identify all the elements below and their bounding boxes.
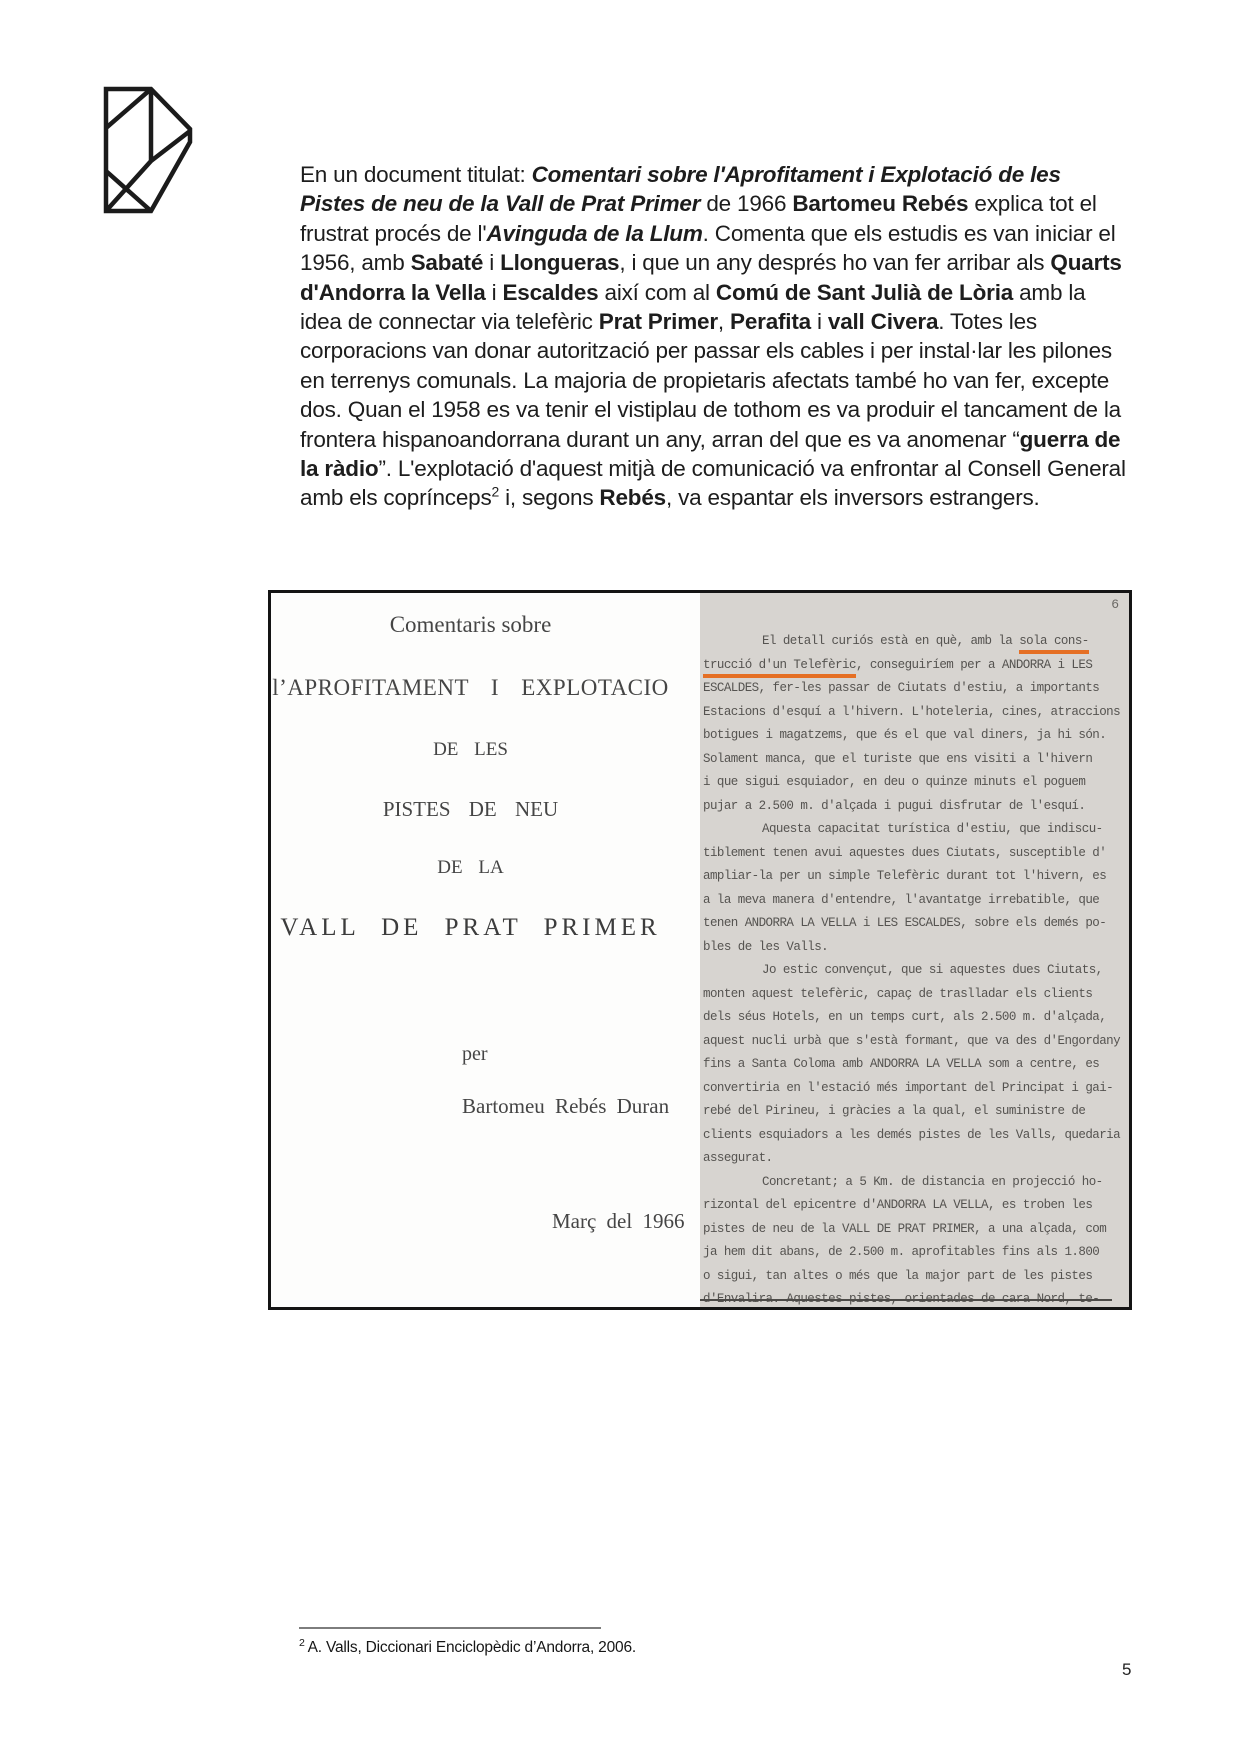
typed-text-segment: , conseguiríem per a ANDORRA i LES bbox=[855, 657, 1093, 672]
intro-segment: Quarts d'Andorra la Vella bbox=[300, 250, 1122, 305]
typed-line bbox=[703, 1288, 1129, 1307]
page-number: 5 bbox=[1122, 1660, 1132, 1679]
typed-line bbox=[703, 630, 1129, 654]
intro-segment: 2 bbox=[491, 483, 500, 500]
typed-text-segment: i que sigui esquiador, en deu o quinze minuts el poguem bbox=[703, 775, 1086, 789]
typed-text-segment: El detall curiós està en què, amb la bbox=[762, 634, 1020, 648]
scan-title-line: VALL DE PRAT PRIMER bbox=[280, 914, 661, 941]
intro-segment: explica tot el frustrat procés de l' bbox=[300, 191, 1097, 246]
publisher-logo bbox=[103, 86, 193, 214]
typed-text-block bbox=[703, 630, 1129, 1307]
intro-segment: Llongueras bbox=[500, 250, 620, 276]
footnote-text: A. Valls, Diccionari Enciclopèdic d’Andorra, 2006. bbox=[307, 1639, 636, 1657]
intro-segment: Avinguda de la Llum bbox=[486, 220, 703, 246]
typed-text-segment: Estacions d'esquí a l'hivern. L'hoteleria, cines, atraccions bbox=[703, 704, 1121, 719]
intro-segment: i bbox=[483, 250, 501, 276]
orange-underlined-text: trucció d'un Telefèric bbox=[703, 658, 856, 678]
intro-segment: i, segons bbox=[499, 485, 600, 511]
typed-line bbox=[703, 865, 1129, 889]
scan-date-line: Març del 1966 bbox=[552, 1209, 685, 1233]
typed-line bbox=[703, 842, 1129, 866]
intro-segment: Escaldes bbox=[502, 279, 599, 305]
scan-page-edge-line bbox=[700, 1299, 1112, 1301]
intro-segment: i bbox=[810, 309, 828, 335]
intro-segment: Prat Primer bbox=[598, 309, 718, 335]
typed-text-segment: pujar a 2.500 m. d'alçada i pugui disfrutar de l'esquí. bbox=[703, 798, 1086, 813]
typed-line bbox=[703, 959, 1129, 983]
intro-segment: Comentari sobre l'Aprofitament i Explotació de les Pistes de neu de la Vall de Prat Primer bbox=[300, 162, 1061, 217]
typed-line bbox=[703, 1124, 1129, 1148]
typed-text-segment: Concretant; a 5 Km. de distancia en projecció ho- bbox=[762, 1174, 1103, 1189]
typed-line bbox=[703, 724, 1129, 748]
intro-segment: així com al bbox=[598, 279, 716, 305]
intro-segment: , bbox=[717, 309, 731, 335]
intro-segment: ”. L'explotació d'aquest mitjà de comunicació va enfrontar al Consell General amb els coprínceps bbox=[300, 456, 1126, 511]
typed-text-segment: bles de les Valls. bbox=[703, 939, 829, 954]
typed-line bbox=[703, 1053, 1129, 1077]
typed-text-segment: ja hem dit abans, de 2.500 m. aprofitables fins als 1.800 bbox=[703, 1245, 1100, 1259]
typed-line bbox=[703, 1218, 1129, 1242]
intro-segment: de 1966 bbox=[700, 191, 793, 217]
typed-line bbox=[703, 1077, 1129, 1101]
typed-text-segment: dels séus Hotels, en un temps curt, als 2.500 m. d'alçada, bbox=[703, 1010, 1107, 1024]
intro-paragraph bbox=[300, 160, 1130, 513]
typed-line bbox=[703, 795, 1129, 819]
intro-segment: Perafita bbox=[730, 309, 811, 335]
intro-segment: , i que un any després ho van fer arribar als bbox=[619, 250, 1051, 276]
typed-line bbox=[703, 654, 1129, 678]
typed-line bbox=[703, 889, 1129, 913]
scan-title-line: PISTES DE NEU bbox=[382, 797, 559, 821]
intro-segment: Bartomeu Rebés bbox=[792, 191, 969, 217]
typed-line bbox=[703, 983, 1129, 1007]
typed-text-segment: botigues i magatzems, que és el que val diners, ja hi són. bbox=[703, 728, 1107, 742]
intro-segment: amb la idea de connectar via telefèric bbox=[300, 279, 1086, 335]
typed-text-segment: Solament manca, que el turiste que ens visiti a l'hivern bbox=[703, 751, 1093, 766]
intro-segment: vall Civera bbox=[827, 309, 939, 335]
intro-segment: Rebés bbox=[599, 485, 666, 511]
typed-line bbox=[703, 1030, 1129, 1054]
typed-text-segment: ESCALDES, fer-les passar de Ciutats d'estiu, a importants bbox=[703, 681, 1100, 695]
typed-text-segment: ampliar-la per un simple Telefèric durant tot l'hivern, es bbox=[703, 869, 1107, 883]
typed-text-segment: Aquesta capacitat turística d'estiu, que indiscu- bbox=[762, 822, 1103, 836]
typed-line bbox=[703, 748, 1129, 772]
typed-text-segment: monten aquest telefèric, capaç de traslladar els clients bbox=[703, 986, 1093, 1001]
typed-text-segment: o sigui, tan altes o més que la major part de les pistes bbox=[703, 1268, 1093, 1283]
typed-line bbox=[703, 912, 1129, 936]
typed-text-segment: tenen ANDORRA LA VELLA i LES ESCALDES, sobre els demés po- bbox=[703, 916, 1107, 930]
typed-text-segment: aquest nucli urbà que s'està formant, que va des d'Engordany bbox=[703, 1033, 1121, 1048]
footnote-divider bbox=[299, 1627, 601, 1629]
scan-title-line: DE LA bbox=[437, 857, 504, 878]
typed-line bbox=[703, 1194, 1129, 1218]
typed-text-segment: rebé del Pirineu, i gràcies a la qual, el suministre de bbox=[703, 1104, 1086, 1118]
scanned-document-figure bbox=[268, 590, 1132, 1310]
typed-text-segment: Jo estic convençut, que si aquestes dues Ciutats, bbox=[762, 963, 1103, 977]
typed-line bbox=[703, 936, 1129, 960]
scan-title-line: l’APROFITAMENT I EXPLOTACIO bbox=[272, 675, 669, 700]
typed-text-segment: a la meva manera d'entendre, l'avantatge irrebatible, que bbox=[703, 892, 1100, 907]
scan-author-line: Bartomeu Rebés Duran bbox=[462, 1094, 670, 1118]
typed-text-segment: rizontal del epicentre d'ANDORRA LA VELLA, es troben les bbox=[703, 1198, 1093, 1212]
scan-typed-page bbox=[700, 593, 1129, 1307]
footnote bbox=[299, 1637, 636, 1657]
scan-title-line: Comentaris sobre bbox=[389, 612, 552, 637]
intro-segment: , va espantar els inversors estrangers. bbox=[665, 485, 1040, 511]
intro-segment: i bbox=[485, 279, 503, 305]
typed-line bbox=[703, 1241, 1129, 1265]
intro-segment: Comú de Sant Julià de Lòria bbox=[715, 279, 1014, 305]
typed-text-segment: assegurat. bbox=[703, 1151, 773, 1165]
typed-text-segment: tiblement tenen avui aquestes dues Ciutats, susceptible d' bbox=[703, 845, 1107, 860]
typed-line bbox=[703, 1100, 1129, 1124]
typed-line bbox=[703, 771, 1129, 795]
intro-segment: guerra de la ràdio bbox=[300, 426, 1121, 482]
typed-text-segment: convertiria en l'estació més important del Principat i gai- bbox=[703, 1080, 1114, 1095]
intro-segment: Sabaté bbox=[410, 250, 484, 276]
scan-page-number: 6 bbox=[1111, 597, 1119, 612]
typed-line bbox=[703, 677, 1129, 701]
typed-line bbox=[703, 818, 1129, 842]
typed-text-segment: fins a Santa Coloma amb ANDORRA LA VELLA som a centre, es bbox=[703, 1057, 1100, 1071]
typed-text-segment: clients esquiadors a les demés pistes de les Valls, quedaria bbox=[703, 1127, 1121, 1142]
typed-line bbox=[703, 1265, 1129, 1289]
intro-segment: En un document titulat: bbox=[300, 162, 532, 187]
scan-byline-per: per bbox=[462, 1043, 488, 1065]
orange-underlined-text: sola cons- bbox=[1019, 634, 1089, 654]
typed-text-segment: pistes de neu de la VALL DE PRAT PRIMER, a una alçada, com bbox=[703, 1221, 1107, 1236]
typed-line bbox=[703, 701, 1129, 725]
scan-title-page bbox=[271, 593, 700, 1307]
intro-segment: . Totes les corporacions van donar autorització per passar els cables i per instal·lar les pilones en terrenys comunals. La majoria de propietaris afectats també ho van fer, excepte dos. Quan el 1958 es va tenir el vistiplau de tothom es va produir el tancament de la frontera hispanoandorrana durant un any, arran del que es va anomenar “ bbox=[300, 309, 1121, 452]
footnote-marker: 2 bbox=[299, 1637, 305, 1649]
scan-title-line: DE LES bbox=[433, 739, 508, 760]
typed-line bbox=[703, 1147, 1129, 1171]
intro-segment: . Comenta que els estudis es van iniciar el 1956, amb bbox=[300, 220, 1116, 276]
typed-line bbox=[703, 1171, 1129, 1195]
typed-line bbox=[703, 1006, 1129, 1030]
